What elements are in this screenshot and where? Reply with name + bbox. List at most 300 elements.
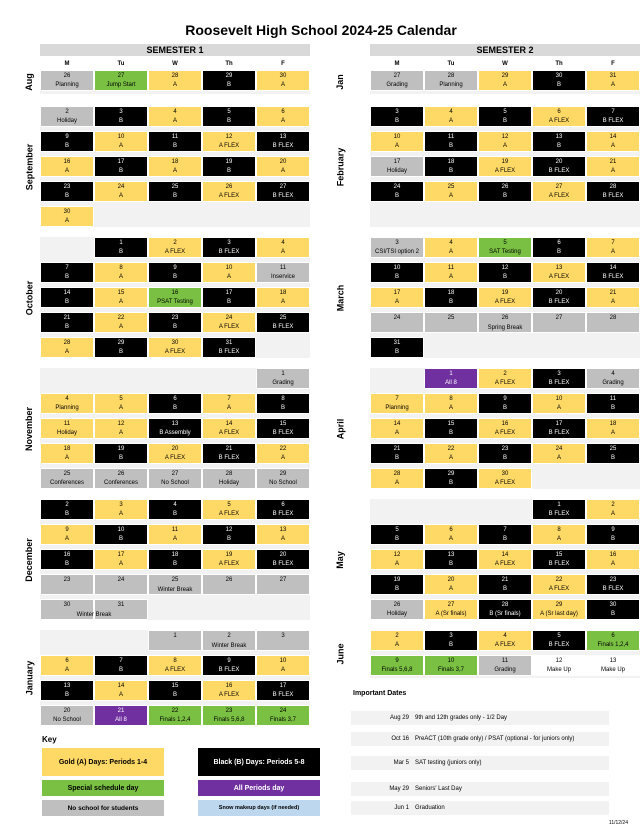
day-label: B FLEX	[602, 193, 624, 199]
day-label: A	[448, 536, 453, 542]
day-number: 27	[447, 602, 455, 608]
month-label: Aug	[24, 73, 34, 91]
day-number: 19	[501, 159, 509, 165]
day-cell	[256, 156, 310, 177]
day-label: A	[448, 455, 453, 461]
day-number: 10	[117, 527, 125, 533]
day-number: 12	[393, 552, 401, 558]
day-cell	[148, 418, 202, 439]
day-cell	[370, 443, 424, 464]
day-number: 28	[393, 471, 401, 477]
day-label: Holiday	[386, 168, 407, 174]
day-cell	[586, 549, 640, 570]
day-cell	[202, 337, 256, 358]
day-cell	[256, 393, 310, 414]
day-label: Holiday	[218, 480, 239, 486]
day-number: 28	[63, 340, 71, 346]
day-cell	[370, 418, 424, 439]
day-label: B	[502, 586, 507, 592]
day-cell	[256, 106, 310, 127]
important-text: Graduation	[415, 805, 445, 811]
day-label: A	[556, 536, 561, 542]
day-label: B	[556, 82, 561, 88]
day-header: M	[64, 61, 70, 67]
day-cell	[370, 237, 424, 258]
day-cell	[586, 287, 640, 308]
important-date: Mar 5	[393, 760, 409, 766]
day-cell	[424, 70, 478, 91]
day-number: 6	[173, 396, 177, 402]
day-cell	[424, 418, 478, 439]
day-number: 17	[117, 552, 125, 558]
day-number: 9	[65, 527, 69, 533]
day-cell	[532, 156, 586, 177]
day-number: 21	[63, 315, 71, 321]
day-cell	[94, 499, 148, 520]
day-number: 27	[555, 315, 563, 321]
day-label: B FLEX	[272, 324, 294, 330]
day-label: B	[172, 405, 177, 411]
day-label: A	[280, 82, 285, 88]
day-cell	[532, 499, 586, 520]
day-number: 31	[609, 73, 617, 79]
day-label: B FLEX	[218, 249, 240, 255]
day-number: 23	[63, 184, 71, 190]
day-number: 27	[279, 184, 287, 190]
day-cell	[202, 237, 256, 258]
day-number: 26	[393, 602, 401, 608]
day-number: 16	[501, 421, 509, 427]
day-label: Finals 5,6,8	[381, 667, 413, 673]
day-cell	[532, 655, 586, 676]
day-label: B	[502, 118, 507, 124]
day-label: B	[448, 168, 453, 174]
day-label: B	[502, 405, 507, 411]
month-label: October	[24, 280, 35, 315]
day-cell	[370, 468, 424, 489]
day-label: A	[610, 168, 615, 174]
revision-date: 11/12/24	[608, 820, 628, 826]
day-number: 7	[611, 109, 615, 115]
day-cell	[148, 337, 202, 358]
day-number: 18	[447, 290, 455, 296]
day-cell	[94, 418, 148, 439]
day-label: Planning	[55, 405, 79, 411]
day-cell	[370, 156, 424, 177]
day-cell	[532, 106, 586, 127]
day-number: 17	[225, 290, 233, 296]
day-label: B	[226, 118, 231, 124]
day-cell	[202, 655, 256, 676]
day-cell	[532, 368, 586, 389]
day-cell	[40, 262, 94, 283]
day-number: 25	[279, 315, 287, 321]
day-cell	[256, 287, 310, 308]
day-cell	[370, 70, 424, 91]
day-cell	[202, 312, 256, 333]
day-cell	[202, 549, 256, 570]
day-number: 3	[227, 240, 231, 246]
day-label: A	[226, 274, 231, 280]
month-label: April	[335, 418, 346, 439]
day-cell	[94, 287, 148, 308]
day-label: A (Sr finals)	[435, 611, 467, 617]
day-cell	[586, 106, 640, 127]
key-item: Black (B) Days: Periods 5-8	[198, 748, 320, 776]
day-cell	[94, 549, 148, 570]
month-label: December	[24, 537, 34, 582]
month-label: March	[335, 284, 346, 311]
day-cell	[40, 549, 94, 570]
day-label: A	[118, 692, 123, 698]
day-cell	[478, 70, 532, 91]
day-cell	[256, 680, 310, 701]
day-cell	[256, 312, 310, 333]
day-number: 5	[503, 240, 507, 246]
day-number: 3	[449, 633, 453, 639]
day-cell	[478, 181, 532, 202]
day-cell	[94, 443, 148, 464]
day-cell	[424, 599, 478, 620]
day-number: 2	[395, 633, 399, 639]
day-label: B FLEX	[548, 430, 570, 436]
day-label: B FLEX	[218, 667, 240, 673]
day-label: A	[118, 193, 123, 199]
day-label: A	[280, 168, 285, 174]
day-label: Make Up	[546, 667, 571, 673]
day-label: A	[610, 82, 615, 88]
day-number: 16	[63, 159, 71, 165]
day-number: 21	[609, 159, 617, 165]
day-number: 26	[63, 73, 71, 79]
day-number: 2	[611, 502, 615, 508]
day-cell	[586, 368, 640, 389]
day-number: 7	[119, 658, 123, 664]
day-number: 9	[227, 658, 231, 664]
day-number: 24	[393, 315, 401, 321]
page-title: Roosevelt High School 2024-25 Calendar	[185, 22, 457, 38]
day-cell	[148, 181, 202, 202]
day-cell	[40, 680, 94, 701]
day-number: 3	[119, 109, 123, 115]
day-cell	[148, 443, 202, 464]
day-cell	[40, 206, 94, 227]
day-label: Holiday	[386, 611, 407, 617]
day-cell	[370, 393, 424, 414]
day-cell	[256, 418, 310, 439]
day-number: 20	[63, 708, 71, 714]
day-cell	[256, 468, 310, 489]
day-label: B	[448, 299, 453, 305]
day-cell	[94, 106, 148, 127]
day-cell	[94, 393, 148, 414]
day-label: A	[118, 430, 123, 436]
day-label: A	[118, 274, 123, 280]
day-number: 9	[611, 527, 615, 533]
day-label: B	[64, 193, 69, 199]
day-label: B	[610, 536, 615, 542]
day-cell	[424, 655, 478, 676]
day-number: 25	[447, 184, 455, 190]
day-number: 12	[555, 658, 563, 664]
day-label: A	[118, 299, 123, 305]
day-cell	[424, 549, 478, 570]
day-label: B	[172, 143, 177, 149]
day-header: W	[502, 61, 508, 67]
day-number: 1	[557, 502, 561, 508]
day-number: 29	[225, 73, 233, 79]
day-cell	[370, 599, 424, 620]
day-cell	[532, 131, 586, 152]
day-cell	[586, 655, 640, 676]
day-label: B	[448, 430, 453, 436]
day-cell	[370, 262, 424, 283]
day-label: Finals 3,7	[437, 667, 464, 673]
day-number: 10	[447, 658, 455, 664]
day-number: 19	[501, 290, 509, 296]
day-label: Grading	[272, 380, 294, 386]
day-number: 6	[557, 240, 561, 246]
day-number: 28	[609, 184, 617, 190]
day-number: 1	[281, 371, 285, 377]
day-number: 12	[225, 527, 233, 533]
month-label: January	[24, 660, 34, 696]
day-number: 9	[173, 265, 177, 271]
day-number: 1	[173, 633, 177, 639]
day-label: A FLEX	[494, 299, 516, 305]
day-number: 23	[225, 708, 233, 714]
day-label: B	[172, 324, 177, 330]
day-number: 25	[609, 446, 617, 452]
day-cell	[586, 418, 640, 439]
important-date-row	[351, 801, 609, 815]
day-label: Planning	[55, 82, 79, 88]
day-cell	[148, 287, 202, 308]
day-number: 30	[171, 340, 179, 346]
day-label: A	[448, 274, 453, 280]
day-label: No School	[53, 717, 81, 723]
day-cell	[256, 181, 310, 202]
day-cell	[202, 468, 256, 489]
day-number: 26	[117, 471, 125, 477]
day-number: 5	[119, 396, 123, 402]
day-number: 11	[279, 265, 287, 271]
day-cell	[532, 574, 586, 595]
day-label: B	[394, 536, 399, 542]
day-label: A FLEX	[548, 274, 570, 280]
day-number: 14	[609, 265, 617, 271]
day-cell	[148, 499, 202, 520]
day-cell	[532, 181, 586, 202]
day-cell	[94, 524, 148, 545]
day-number: 27	[117, 73, 125, 79]
day-label: B	[556, 143, 561, 149]
day-cell	[424, 393, 478, 414]
day-label: A	[280, 299, 285, 305]
day-label: A	[502, 143, 507, 149]
day-label: B Assembly	[159, 430, 191, 436]
important-text: SAT testing (juniors only)	[415, 760, 482, 766]
day-number: 9	[395, 658, 399, 664]
day-number: 13	[555, 134, 563, 140]
day-cell	[424, 468, 478, 489]
day-cell	[478, 574, 532, 595]
day-number: 12	[225, 134, 233, 140]
day-number: 26	[501, 315, 509, 321]
day-cell	[370, 106, 424, 127]
day-cell	[478, 524, 532, 545]
day-label: A	[610, 143, 615, 149]
day-cell	[148, 705, 202, 726]
day-number: 13	[555, 265, 563, 271]
important-date: Aug 29	[389, 715, 409, 721]
day-number: 24	[555, 446, 563, 452]
day-label: A FLEX	[494, 380, 516, 386]
day-label: B	[556, 249, 561, 255]
day-cell	[478, 156, 532, 177]
day-cell	[424, 524, 478, 545]
important-date-row	[351, 711, 609, 725]
day-label: A	[610, 299, 615, 305]
day-number: 6	[65, 658, 69, 664]
important-date: May 29	[389, 786, 409, 792]
day-label: A FLEX	[164, 249, 186, 255]
day-label: B	[448, 642, 453, 648]
day-label: All 8	[115, 717, 127, 723]
day-label: B	[394, 193, 399, 199]
day-header: W	[172, 61, 178, 67]
day-cell	[94, 655, 148, 676]
day-number: 23	[171, 315, 179, 321]
day-cell	[586, 630, 640, 651]
day-cell	[478, 131, 532, 152]
day-label: Planning	[439, 82, 463, 88]
day-number: 20	[447, 577, 455, 583]
day-cell	[478, 443, 532, 464]
day-label: SAT Testing	[489, 249, 521, 255]
day-number: 21	[393, 446, 401, 452]
day-number: 25	[171, 184, 179, 190]
day-header: F	[611, 61, 615, 67]
day-number: 21	[501, 577, 509, 583]
day-number: 17	[393, 159, 401, 165]
day-number: 21	[225, 446, 233, 452]
day-number: 3	[395, 240, 399, 246]
day-cell	[202, 262, 256, 283]
day-cell	[256, 705, 310, 726]
day-cell	[532, 418, 586, 439]
day-label: B FLEX	[272, 511, 294, 517]
day-label: B	[394, 586, 399, 592]
day-label: A	[280, 667, 285, 673]
day-header: Tu	[447, 61, 455, 67]
important-text: 9th and 12th grades only - 1/2 Day	[415, 715, 508, 721]
day-cell	[586, 443, 640, 464]
day-label: B	[226, 536, 231, 542]
day-cell	[586, 237, 640, 258]
day-label: B FLEX	[272, 561, 294, 567]
day-number: 2	[503, 371, 507, 377]
day-label: Grading	[494, 667, 516, 673]
day-label: A	[64, 667, 69, 673]
span-label: Winter Break	[76, 612, 112, 618]
day-number: 1	[119, 240, 123, 246]
day-number: 10	[393, 265, 401, 271]
day-number: 8	[557, 527, 561, 533]
day-cell	[586, 156, 640, 177]
day-number: 7	[227, 396, 231, 402]
day-cell	[40, 70, 94, 91]
day-label: A FLEX	[164, 455, 186, 461]
month-label: February	[335, 147, 346, 186]
day-label: A	[118, 143, 123, 149]
day-cell	[148, 655, 202, 676]
day-number: 16	[609, 552, 617, 558]
day-label: B	[448, 561, 453, 567]
day-label: B	[280, 405, 285, 411]
day-number: 11	[63, 421, 71, 427]
day-cell	[586, 393, 640, 414]
day-number: 2	[173, 240, 177, 246]
day-cell	[586, 262, 640, 283]
day-label: A	[172, 118, 177, 124]
day-number: 11	[501, 658, 509, 664]
day-number: 5	[557, 633, 561, 639]
day-number: 11	[609, 396, 617, 402]
day-label: Conferences	[103, 480, 139, 486]
day-label: A	[610, 511, 615, 517]
day-number: 24	[117, 184, 125, 190]
day-label: A	[394, 480, 399, 486]
day-number: 18	[609, 421, 617, 427]
day-number: 29	[447, 471, 455, 477]
day-cell	[370, 574, 424, 595]
day-number: 3	[119, 502, 123, 508]
day-number: 25	[171, 577, 179, 583]
day-cell	[424, 287, 478, 308]
day-label: CSI/TSI option 2	[374, 249, 420, 255]
day-number: 9	[65, 134, 69, 140]
day-cell	[370, 630, 424, 651]
day-cell	[40, 443, 94, 464]
day-number: 16	[225, 683, 233, 689]
day-number: 15	[117, 290, 125, 296]
day-label: A	[172, 82, 177, 88]
day-number: 31	[393, 340, 401, 346]
day-cell	[256, 262, 310, 283]
day-cell	[478, 368, 532, 389]
day-label: A	[64, 536, 69, 542]
day-number: 15	[279, 421, 287, 427]
day-cell	[478, 237, 532, 258]
day-number: 24	[279, 708, 287, 714]
key-item: Snow makeup days (if needed)	[198, 800, 320, 816]
day-cell	[94, 337, 148, 358]
day-cell	[532, 287, 586, 308]
day-cell	[148, 106, 202, 127]
day-cell	[532, 393, 586, 414]
day-label: A	[394, 430, 399, 436]
day-number: 6	[557, 109, 561, 115]
day-label: Inservice	[270, 274, 295, 280]
day-number: 26	[225, 577, 233, 583]
day-number: 14	[117, 683, 125, 689]
day-number: 14	[393, 421, 401, 427]
day-label: A	[448, 118, 453, 124]
day-number: 12	[117, 421, 125, 427]
month-label: September	[24, 143, 34, 190]
day-label: A	[610, 249, 615, 255]
